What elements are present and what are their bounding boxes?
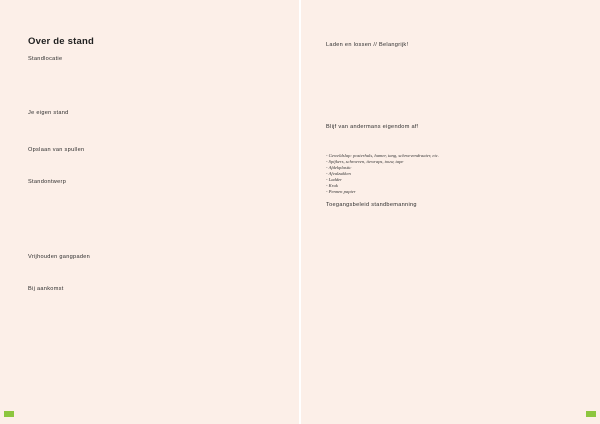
paragraph: [326, 50, 572, 73]
section-heading: Bij aankomst: [28, 285, 64, 292]
list-item: - Kruk: [326, 183, 338, 188]
paragraph: [28, 64, 277, 81]
section-heading: Standontwerp: [28, 178, 67, 185]
page-title: Over de stand: [28, 36, 94, 47]
list-item: - Afvalzakken: [326, 171, 351, 176]
section-vrijhouden-gangpaden: [28, 254, 277, 279]
paragraph: [28, 262, 277, 279]
paragraph: [28, 155, 277, 172]
list-item: - Spijkers, schroeven, tiewraps, touw, tape: [326, 159, 404, 164]
page-number-tab: [4, 411, 14, 417]
section-heading: Standlocatie: [28, 56, 63, 62]
section-laden-en-lossen: [326, 42, 572, 117]
section-standlocatie: [28, 56, 277, 103]
paragraph: [326, 131, 572, 148]
page-number-tab: [586, 411, 596, 417]
list-item: - Pennen papier: [326, 189, 356, 194]
paragraph: [28, 186, 277, 203]
section-blijf-van-andermans-eigendom: [326, 124, 572, 196]
list-item: - Geweldslap: posterhuls, hamer, tang, schroevendraaier, etc.: [326, 153, 439, 158]
list-item: - Afdekplastic: [326, 165, 352, 170]
left-page: [0, 0, 299, 424]
paragraph: [28, 117, 277, 140]
section-heading: Opslaan van spullen: [28, 147, 85, 153]
section-toegangsbeleid: [326, 202, 572, 293]
section-standontwerp: [28, 179, 277, 248]
section-heading: Laden en lossen // Belangrijk!: [326, 42, 409, 48]
section-heading: Je eigen stand: [28, 109, 69, 116]
list-item: - Ladder: [326, 177, 342, 182]
paragraph: [28, 86, 277, 103]
right-page: [301, 0, 600, 424]
paragraph: [326, 232, 572, 249]
section-heading: Blijf van andermans eigendom af!: [326, 123, 419, 130]
section-heading: Toegangsbeleid standbemanning: [326, 202, 417, 208]
paragraph: [28, 230, 277, 247]
section-heading: Vrijhouden gangpaden: [28, 254, 91, 260]
section-je-eigen-stand: [28, 110, 277, 141]
supplies-list: [326, 153, 572, 195]
section-bij-aankomst: [28, 286, 277, 311]
paragraph: [326, 78, 572, 95]
section-opslaan-van-spullen: [28, 147, 277, 172]
paragraph: [326, 254, 572, 271]
paragraph: [28, 293, 277, 310]
paragraph: [326, 276, 572, 293]
paragraph: [326, 210, 572, 227]
paragraph: [326, 100, 572, 117]
paragraph: [28, 208, 277, 225]
